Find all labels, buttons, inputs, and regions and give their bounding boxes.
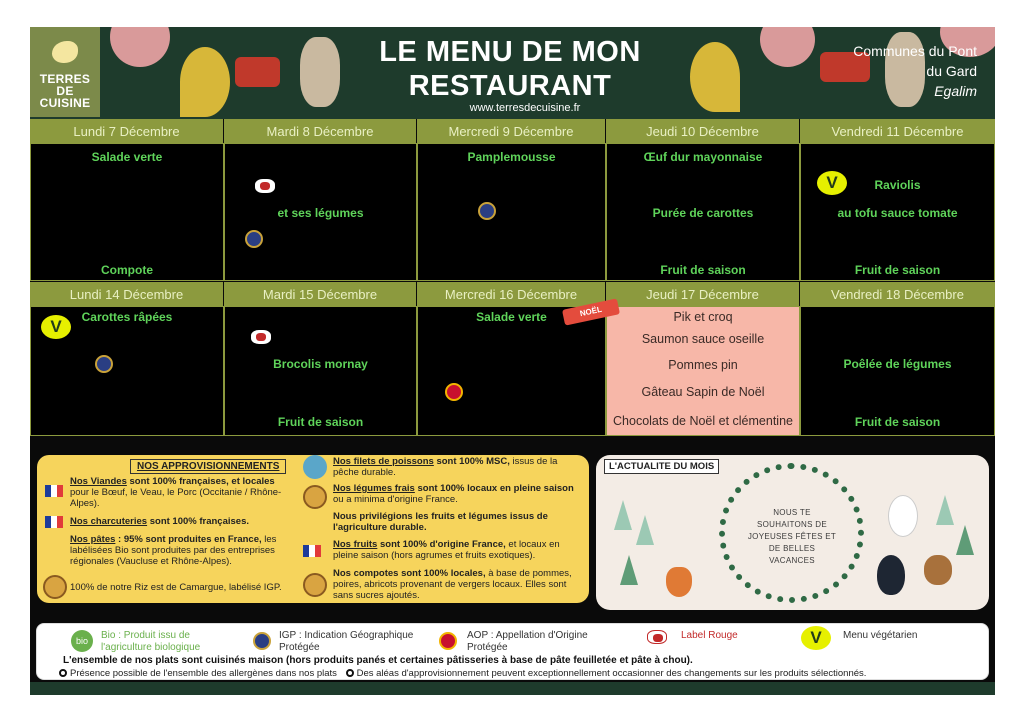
bullet-icon (346, 669, 354, 677)
igp-icon (478, 202, 496, 220)
dish-label: Chocolats de Noël et clémentine (613, 414, 793, 428)
supply-title: NOS APPROVISIONNEMENTS (130, 459, 286, 474)
legend-label-rouge: Label Rouge (647, 630, 787, 642)
menu-cell (606, 143, 800, 281)
flower-decoration (760, 27, 815, 67)
menu-cell (224, 143, 417, 281)
igp-icon (95, 355, 113, 373)
supply-pasta: Nos pâtes : 95% sont produites en France, les labélisées Bio sont produites par des entreprises régionales (Vaucluse et Rhône-Alpes). (70, 534, 277, 567)
french-flag-icon (45, 485, 63, 497)
dish-label: Salade verte (91, 150, 163, 164)
reindeer-illustration (924, 555, 952, 585)
day-header: Jeudi 10 Décembre (606, 119, 799, 143)
supply-compotes: Nos compotes sont 100% locales, à base de pommes, poires, abricots provenant de vergers locaux. Elles sont sans sucres ajoutés. (333, 568, 572, 601)
french-flag-icon (303, 545, 321, 557)
igp-icon (253, 632, 271, 650)
supply-fruits: Nos fruits sont 100% d'origine France, et locaux en pleine saison (hors agrumes et fruits exotiques). (333, 539, 560, 561)
menu-cell (800, 306, 995, 436)
dish-label: Fruit de saison (277, 415, 364, 429)
label-rouge-icon (255, 179, 275, 193)
day-header: Mercredi 16 Décembre (417, 282, 605, 306)
legend-igp: IGP : Indication Géographique Protégée (253, 630, 423, 654)
terres-de-cuisine-logo: TERRES DE CUISINE (30, 27, 100, 117)
dish-label: Salade verte (476, 310, 547, 324)
day-header: Lundi 7 Décembre (30, 119, 223, 143)
dish-label: Gâteau Sapin de Noël (641, 385, 765, 399)
supply-info-box (37, 455, 589, 603)
french-flag-icon (45, 516, 63, 528)
tree-decoration (936, 495, 954, 525)
dish-label: Compote (101, 263, 153, 277)
legend-bio: bio Bio : Produit issu de l'agriculture biologique (73, 630, 243, 654)
day-header: Vendredi 11 Décembre (800, 119, 995, 143)
vegetarian-icon: V (41, 315, 71, 339)
dish-label: Pamplemousse (467, 150, 556, 164)
aop-icon (445, 383, 463, 401)
igp-icon (245, 230, 263, 248)
page-title: LE MENU DE MON RESTAURANT (379, 36, 641, 102)
dish-label: Purée de carottes (652, 206, 754, 220)
fox-illustration (666, 567, 692, 597)
snowman-illustration (888, 495, 918, 537)
day-header: Mardi 8 Décembre (224, 119, 416, 143)
label-rouge-icon (647, 630, 667, 644)
menu-cell (30, 306, 224, 436)
tree-decoration (956, 525, 974, 555)
tractor-illustration (235, 57, 280, 87)
allergen-note: Présence possible de l'ensemble des allergènes dans nos plats Des aléas d'approvisionnement peuvent exceptionnellement occasionner des changements sur les produits sélectionnés. (59, 668, 866, 679)
website-link[interactable]: www.terresdecuisine.fr (469, 102, 581, 114)
bio-icon: bio (71, 630, 93, 652)
tree-decoration (636, 515, 654, 545)
menu-cell (224, 306, 417, 436)
dish-label: Saumon sauce oseille (641, 332, 765, 346)
vegetarian-icon: V (801, 626, 831, 650)
local-product-icon (43, 575, 67, 599)
leaf-decoration (690, 42, 740, 112)
vegetarian-icon: V (817, 171, 847, 195)
holiday-greeting: NOUS TE SOUHAITONS DE JOYEUSES FÊTES ET DE BELLES VACANCES (747, 508, 837, 565)
menu-cell (800, 143, 995, 281)
christmas-menu-cell (606, 306, 800, 436)
tree-decoration (620, 555, 638, 585)
dish-label: Pik et croq (673, 310, 733, 324)
aop-icon (439, 632, 457, 650)
menu-cell (30, 143, 224, 281)
noel-banner: NOËL (562, 298, 620, 325)
dish-label: Raviolis (874, 178, 921, 192)
menu-cell (417, 306, 606, 436)
leaf-decoration (180, 47, 230, 117)
supply-fish: Nos filets de poissons sont 100% MSC, issus de la pêche durable. (333, 456, 558, 478)
local-product-icon (303, 573, 327, 597)
dish-label: Carottes râpées (81, 310, 173, 324)
label-rouge-icon (251, 330, 271, 344)
menu-sheet (30, 27, 995, 695)
footer-decoration (30, 682, 995, 695)
homemade-note: L'ensemble de nos plats sont cuisinés maison (hors produits panés et certaines pâtisseries à base de pâte feuilletée et pâte à chou). (63, 655, 693, 666)
dish-label: Fruit de saison (854, 263, 941, 277)
dish-label: Pommes pin (668, 358, 738, 372)
supply-rice: 100% de notre Riz est de Camargue, labélisé IGP. (70, 582, 282, 593)
legend-vegetarian: V Menu végétarien (801, 630, 971, 642)
dish-label: au tofu sauce tomate (837, 206, 958, 220)
commune-label: Communes du Pont du Gard Egalim (853, 43, 977, 99)
day-header: Mardi 15 Décembre (224, 282, 416, 306)
news-title: L'ACTUALITE DU MOIS (604, 459, 719, 474)
header-banner (30, 27, 995, 119)
tree-decoration (614, 500, 632, 530)
day-header: Lundi 14 Décembre (30, 282, 223, 306)
menu-cell (417, 143, 606, 281)
dish-label: Brocolis mornay (273, 357, 368, 371)
msc-fish-icon (303, 455, 327, 479)
supply-charcuteries: Nos charcuteries sont 100% françaises. (70, 516, 250, 527)
bullet-icon (59, 669, 67, 677)
dish-label: Fruit de saison (660, 263, 746, 277)
local-product-icon (303, 485, 327, 509)
day-header: Vendredi 18 Décembre (800, 282, 995, 306)
dish-label: Poêlée de légumes (843, 357, 952, 371)
dish-label: Fruit de saison (854, 415, 941, 429)
supply-meats: Nos Viandes sont 100% françaises, et locales pour le Bœuf, le Veau, le Porc (Occitanie / Rhône-Alpes). (70, 476, 282, 509)
supply-agriculture: Nous privilégions les fruits et légumes issus de l'agriculture durable. (333, 511, 548, 533)
legend-bar (36, 623, 989, 680)
penguin-illustration (877, 555, 905, 595)
bird-icon (52, 41, 78, 63)
day-header: Mercredi 9 Décembre (417, 119, 605, 143)
day-header: Jeudi 17 Décembre (606, 282, 799, 306)
supply-vegetables: Nos légumes frais sont 100% locaux en pleine saison ou a minima d'origine France. (333, 483, 574, 505)
dish-label: Œuf dur mayonnaise (643, 150, 763, 164)
dish-label: et ses légumes (277, 206, 364, 220)
flower-decoration (110, 27, 170, 67)
farmer-illustration (300, 37, 340, 107)
legend-aop: AOP : Appellation d'Origine Protégée (439, 630, 619, 654)
news-box (596, 455, 989, 610)
